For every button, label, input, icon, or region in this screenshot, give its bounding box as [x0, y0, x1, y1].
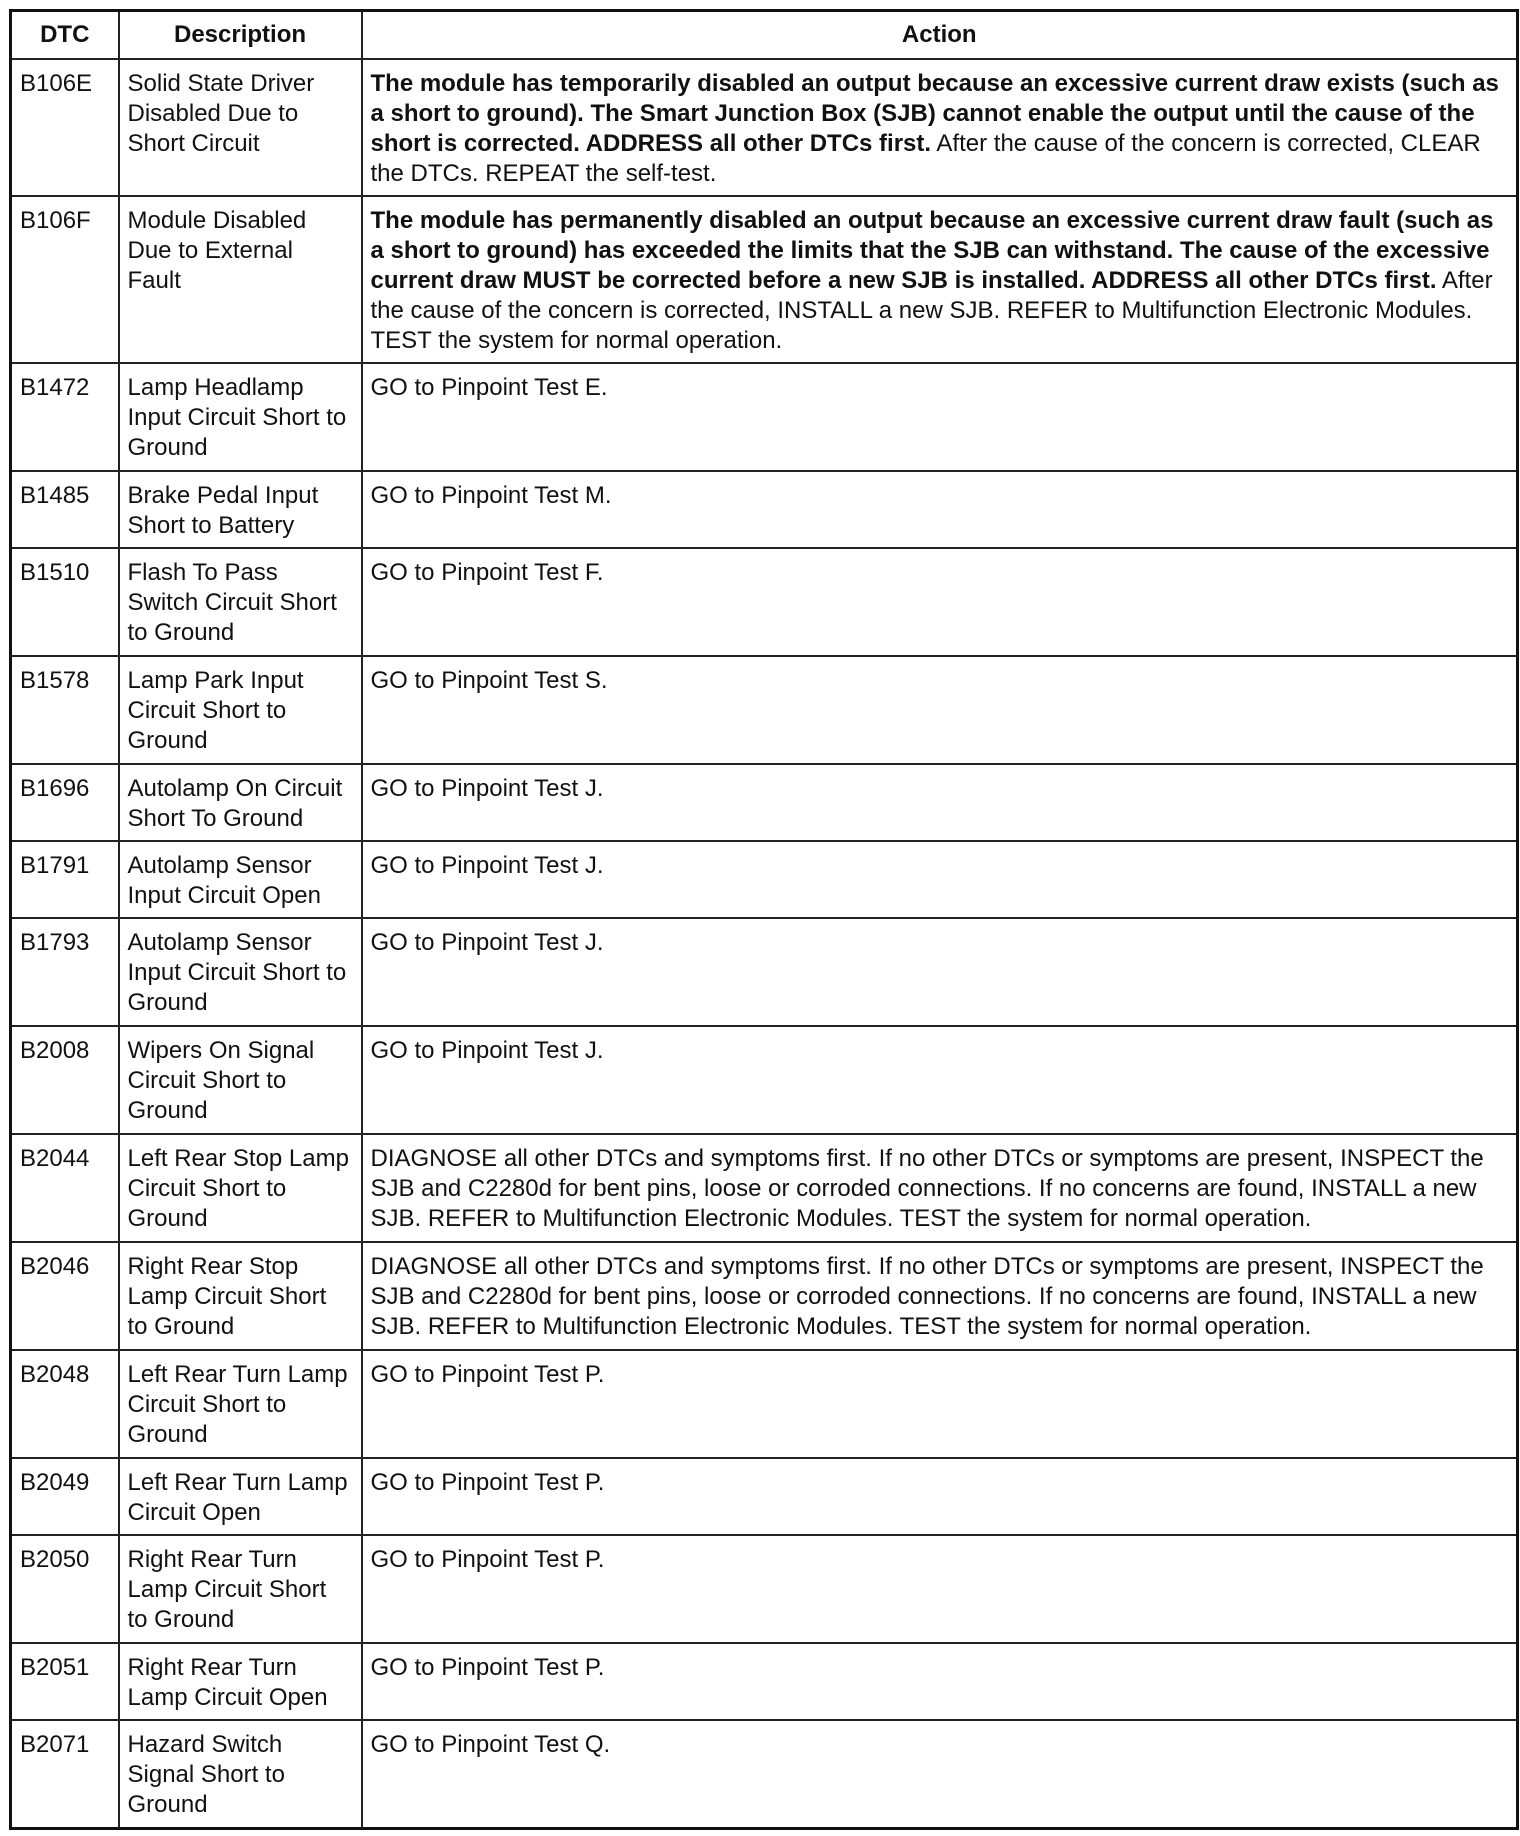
dtc-description: Hazard Switch Signal Short to Ground: [119, 1720, 362, 1828]
dtc-code: B1793: [11, 918, 119, 1026]
table-row: [11, 471, 1518, 548]
action-text: GO to Pinpoint Test J.: [370, 929, 604, 956]
dtc-description: Autolamp Sensor Input Circuit Short to Ground: [119, 918, 362, 1026]
dtc-action: [362, 841, 1518, 918]
dtc-action: [362, 196, 1518, 363]
dtc-description: Right Rear Turn Lamp Circuit Short to Ground: [119, 1535, 362, 1643]
dtc-description: Left Rear Stop Lamp Circuit Short to Ground: [119, 1134, 362, 1242]
action-text: GO to Pinpoint Test J.: [370, 775, 604, 802]
dtc-description: Lamp Park Input Circuit Short to Ground: [119, 656, 362, 764]
action-text: GO to Pinpoint Test P.: [370, 1469, 605, 1496]
dtc-description: Right Rear Turn Lamp Circuit Open: [119, 1643, 362, 1720]
dtc-description: Brake Pedal Input Short to Battery: [119, 471, 362, 548]
dtc-description: Lamp Headlamp Input Circuit Short to Ground: [119, 363, 362, 471]
dtc-action: [362, 1242, 1518, 1350]
dtc-action: [362, 548, 1518, 656]
table-row: [11, 548, 1518, 656]
action-text: GO to Pinpoint Test M.: [370, 482, 612, 509]
action-text: After the cause of the concern is corrected, INSTALL a new SJB. REFER to Multifunction Electronic Modules. TEST the system for normal operation.: [370, 267, 1493, 354]
dtc-code: B1791: [11, 841, 119, 918]
action-text: GO to Pinpoint Test J.: [370, 852, 604, 879]
table-row: [11, 841, 1518, 918]
dtc-description: Right Rear Stop Lamp Circuit Short to Ground: [119, 1242, 362, 1350]
dtc-code: B2050: [11, 1535, 119, 1643]
dtc-table: [9, 9, 1519, 1830]
table-header-row: [11, 11, 1518, 60]
dtc-description: Wipers On Signal Circuit Short to Ground: [119, 1026, 362, 1134]
action-text: GO to Pinpoint Test E.: [370, 374, 608, 401]
dtc-code: B2071: [11, 1720, 119, 1828]
dtc-action: [362, 1535, 1518, 1643]
dtc-action: [362, 1350, 1518, 1458]
action-text: GO to Pinpoint Test F.: [370, 559, 604, 586]
dtc-action: [362, 656, 1518, 764]
table-row: [11, 1535, 1518, 1643]
dtc-action: [362, 1720, 1518, 1828]
dtc-code: B1578: [11, 656, 119, 764]
action-bold-text: The module has temporarily disabled an output because an excessive current draw exists (such as a short to ground). The Smart Junction Box (SJB) cannot enable the output until the cause of the short is corrected. ADDRESS all other DTCs first.: [370, 70, 1499, 157]
dtc-code: B1485: [11, 471, 119, 548]
table-row: [11, 1643, 1518, 1720]
table-row: [11, 1720, 1518, 1828]
action-text: GO to Pinpoint Test J.: [370, 1037, 604, 1064]
dtc-action: [362, 918, 1518, 1026]
dtc-code: B2044: [11, 1134, 119, 1242]
table-row: [11, 918, 1518, 1026]
dtc-description: Autolamp Sensor Input Circuit Open: [119, 841, 362, 918]
table-row: [11, 656, 1518, 764]
table-row: [11, 363, 1518, 471]
table-row: [11, 1350, 1518, 1458]
action-text: DIAGNOSE all other DTCs and symptoms first. If no other DTCs or symptoms are present, INSPECT the SJB and C2280d for bent pins, loose or corroded connections. If no concerns are found, INSTALL a new SJB. REFER to Multifunction Electronic Modules. TEST the system for normal operation.: [370, 1253, 1484, 1340]
action-text: After the cause of the concern is corrected, CLEAR the DTCs. REPEAT the self-test.: [370, 130, 1481, 187]
header-description: Description: [119, 11, 362, 60]
action-text: GO to Pinpoint Test P.: [370, 1546, 605, 1573]
action-bold-text: The module has permanently disabled an output because an excessive current draw fault (such as a short to ground) has exceeded the limits that the SJB can withstand. The cause of the excessive current draw MUST be corrected before a new SJB is installed. ADDRESS all other DTCs first.: [370, 207, 1494, 294]
dtc-description: Left Rear Turn Lamp Circuit Open: [119, 1458, 362, 1535]
header-dtc: DTC: [11, 11, 119, 60]
dtc-code: B1510: [11, 548, 119, 656]
dtc-action: [362, 1134, 1518, 1242]
table-row: [11, 1458, 1518, 1535]
dtc-description: Solid State Driver Disabled Due to Short Circuit: [119, 59, 362, 196]
table-row: [11, 1242, 1518, 1350]
dtc-code: B1696: [11, 764, 119, 841]
dtc-action: [362, 1026, 1518, 1134]
action-text: GO to Pinpoint Test S.: [370, 667, 608, 694]
table-row: [11, 196, 1518, 363]
dtc-description: Flash To Pass Switch Circuit Short to Ground: [119, 548, 362, 656]
dtc-description: Left Rear Turn Lamp Circuit Short to Ground: [119, 1350, 362, 1458]
dtc-code: B1472: [11, 363, 119, 471]
table-row: [11, 764, 1518, 841]
action-text: GO to Pinpoint Test Q.: [370, 1731, 611, 1758]
dtc-code: B2049: [11, 1458, 119, 1535]
dtc-code: B2051: [11, 1643, 119, 1720]
dtc-action: [362, 764, 1518, 841]
dtc-action: [362, 363, 1518, 471]
dtc-action: [362, 59, 1518, 196]
dtc-code: B106F: [11, 196, 119, 363]
dtc-code: B2046: [11, 1242, 119, 1350]
dtc-code: B2048: [11, 1350, 119, 1458]
action-text: GO to Pinpoint Test P.: [370, 1361, 605, 1388]
header-action: Action: [362, 11, 1518, 60]
dtc-action: [362, 1643, 1518, 1720]
table-row: [11, 1026, 1518, 1134]
dtc-action: [362, 1458, 1518, 1535]
dtc-action: [362, 471, 1518, 548]
action-text: DIAGNOSE all other DTCs and symptoms first. If no other DTCs or symptoms are present, INSPECT the SJB and C2280d for bent pins, loose or corroded connections. If no concerns are found, INSTALL a new SJB. REFER to Multifunction Electronic Modules. TEST the system for normal operation.: [370, 1145, 1484, 1232]
action-text: GO to Pinpoint Test P.: [370, 1654, 605, 1681]
dtc-code: B106E: [11, 59, 119, 196]
dtc-code: B2008: [11, 1026, 119, 1134]
dtc-description: Autolamp On Circuit Short To Ground: [119, 764, 362, 841]
table-row: [11, 59, 1518, 196]
dtc-description: Module Disabled Due to External Fault: [119, 196, 362, 363]
table-row: [11, 1134, 1518, 1242]
